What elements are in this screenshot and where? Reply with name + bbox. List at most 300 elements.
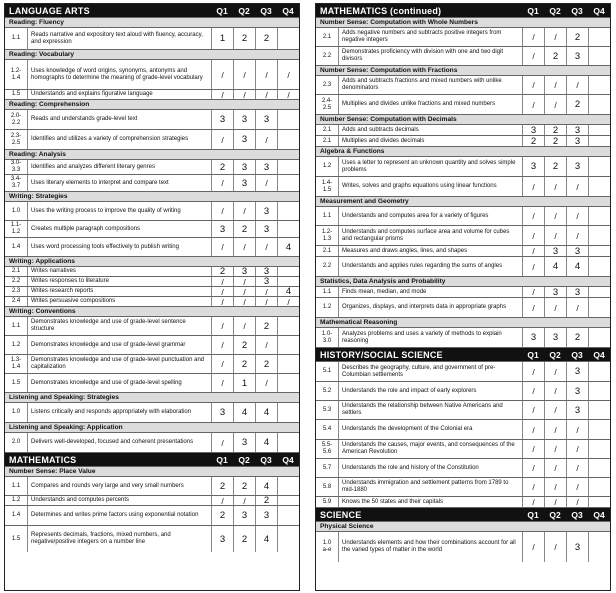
section-title: MATHEMATICS (continued): [320, 5, 442, 16]
grade-mark-q1: 3: [522, 157, 544, 176]
subsection-title: Number Sense: Computation with Decimals: [316, 115, 610, 125]
grade-mark-q2: /: [233, 238, 255, 256]
grade-mark-q1: /: [211, 90, 233, 99]
grade-mark-q1: 3: [211, 221, 233, 237]
standard-description: Writes responses to literature: [27, 277, 211, 286]
subsection-title: Physical Science: [316, 522, 610, 532]
subsection-title: Reading: Fluency: [5, 18, 299, 28]
grade-mark-q4: [277, 336, 299, 354]
grade-mark-q2: /: [544, 382, 566, 400]
standard-description: Writes research reports: [27, 287, 211, 296]
standard-row: [316, 157, 610, 177]
standard-description: Organizes, displays, and interprets data in appropriate graphs: [338, 298, 522, 317]
grade-mark-q4: [588, 497, 610, 507]
subsection-title: Writing: Strategies: [5, 192, 299, 202]
standard-description: Listens critically and responds appropriately with elaboration: [27, 403, 211, 422]
grade-mark-q2: /: [544, 226, 566, 245]
grade-mark-q1: /: [522, 47, 544, 65]
standard-row: [316, 207, 610, 226]
standard-code: 1.5: [11, 535, 21, 542]
standard-description: Demonstrates proficiency with division with one and two digit divisors: [338, 47, 522, 65]
standard-code: 5.5- 5.6: [321, 442, 333, 455]
grade-mark-q3: 3: [566, 287, 588, 297]
standard-code: 2.0- 2.2: [10, 112, 22, 126]
section-header-language-arts: [5, 4, 299, 18]
grade-mark-q4: [277, 277, 299, 286]
grade-mark-q3: 3: [255, 110, 277, 129]
grade-mark-q1: /: [522, 226, 544, 245]
section-title: HISTORY/SOCIAL SCIENCE: [320, 349, 443, 360]
standard-row: [316, 382, 610, 401]
standard-row: [5, 221, 299, 238]
subsection-title: Mathematical Reasoning: [316, 318, 610, 328]
grade-mark-q4: [588, 246, 610, 256]
grade-mark-q4: [277, 506, 299, 525]
standard-code: 2.1: [11, 268, 21, 274]
standard-code: 2.1: [322, 126, 332, 133]
standard-row: [316, 226, 610, 246]
grade-mark-q1: /: [211, 287, 233, 296]
quarter-label-4: Q4: [593, 349, 605, 360]
grade-mark-q2: /: [544, 362, 566, 381]
grade-mark-q2: /: [544, 298, 566, 317]
grade-mark-q4: [277, 130, 299, 149]
grade-mark-q3: /: [566, 207, 588, 225]
grade-mark-q3: 4: [255, 433, 277, 452]
grade-mark-q1: 3: [211, 110, 233, 129]
grade-mark-q1: /: [211, 238, 233, 256]
standard-row: [5, 267, 299, 277]
quarter-label-1: Q1: [527, 509, 539, 520]
standard-code: 1.2- 1.3: [321, 228, 333, 242]
grade-mark-q4: [588, 47, 610, 65]
grade-mark-q4: /: [277, 297, 299, 306]
standard-row: [316, 76, 610, 95]
grade-mark-q3: 3: [566, 246, 588, 256]
standard-description: Delivers well-developed, focused and coherent presentations: [27, 433, 211, 452]
grade-mark-q4: [588, 226, 610, 245]
grade-mark-q3: /: [255, 287, 277, 296]
grade-mark-q4: [277, 160, 299, 174]
grade-mark-q2: 4: [544, 257, 566, 276]
standard-description: Understands and computes area for a variety of figures: [338, 207, 522, 225]
standard-description: Demonstrates knowledge and use of grade-level spelling: [27, 374, 211, 392]
grade-mark-q4: [277, 496, 299, 505]
grade-mark-q4: [588, 125, 610, 135]
grade-mark-q3: /: [566, 298, 588, 317]
grade-mark-q2: 3: [233, 175, 255, 191]
grade-mark-q2: 1: [233, 374, 255, 392]
standard-code: 1.2: [11, 341, 21, 348]
quarter-label-3: Q3: [260, 454, 272, 465]
grade-mark-q1: /: [522, 95, 544, 114]
grade-mark-q1: 2: [522, 136, 544, 146]
grade-mark-q4: [588, 76, 610, 94]
grade-mark-q1: /: [522, 177, 544, 196]
standard-description: Writes narratives: [27, 267, 211, 276]
grade-mark-q3: /: [566, 440, 588, 458]
standard-code: 1.1: [11, 322, 21, 329]
grade-mark-q1: /: [211, 355, 233, 373]
quarter-label-2: Q2: [238, 5, 250, 16]
grade-mark-q3: 3: [566, 157, 588, 176]
grade-mark-q1: 3: [522, 328, 544, 347]
standard-code: 2.2: [322, 52, 332, 59]
grade-mark-q2: /: [544, 401, 566, 419]
grade-mark-q4: [588, 478, 610, 496]
standard-row: [5, 297, 299, 307]
standard-row: [5, 317, 299, 336]
grade-mark-q4: 4: [277, 238, 299, 256]
standard-description: Adds and subtracts fractions and mixed numbers with unlike denominators: [338, 76, 522, 94]
grade-mark-q2: /: [233, 297, 255, 306]
grade-mark-q1: /: [211, 130, 233, 149]
quarter-label-3: Q3: [571, 5, 583, 16]
standard-row: [5, 60, 299, 90]
grade-mark-q2: /: [544, 177, 566, 196]
grade-mark-q4: [277, 267, 299, 276]
standard-row: [316, 362, 610, 382]
grade-mark-q3: 4: [255, 403, 277, 422]
standard-code: 1.1: [322, 288, 332, 295]
grade-mark-q2: /: [544, 207, 566, 225]
standard-description: Understands immigration and settlement patterns from 1789 to mid-1880: [338, 478, 522, 496]
grade-mark-q3: 2: [566, 28, 588, 46]
grade-mark-q3: /: [566, 459, 588, 477]
subsection-title: Number Sense: Computation with Whole Numbers: [316, 18, 610, 28]
standard-row: [5, 28, 299, 50]
standard-code: 2.3: [11, 288, 21, 294]
standard-description: Understands the development of the Colonial era: [338, 420, 522, 439]
grade-mark-q4: [588, 28, 610, 46]
standard-row: [316, 328, 610, 348]
grade-mark-q3: 3: [566, 532, 588, 562]
standard-code: 2.2: [322, 263, 332, 269]
standard-row: [5, 477, 299, 496]
section-title: SCIENCE: [320, 509, 362, 520]
grade-mark-q1: 1: [211, 28, 233, 49]
grade-mark-q1: 2: [211, 160, 233, 174]
subsection-title: Writing: Applications: [5, 257, 299, 267]
standard-row: [316, 401, 610, 420]
standard-code: 2.3- 2.5: [10, 132, 22, 146]
grade-mark-q4: [588, 459, 610, 477]
grade-mark-q3: /: [566, 76, 588, 94]
standard-code: 2.1: [322, 247, 332, 254]
grade-mark-q2: /: [233, 317, 255, 335]
subsection-title: Measurement and Geometry: [316, 197, 610, 207]
grade-mark-q1: /: [522, 28, 544, 46]
grade-mark-q4: [277, 202, 299, 220]
grade-mark-q3: 3: [566, 136, 588, 146]
standard-row: [5, 160, 299, 175]
standard-description: Uses knowledge of word origins, synonyms, antonyms and homographs to determine the meaning of grade-level vocabulary: [27, 60, 211, 89]
standard-code: 2.0: [11, 439, 21, 445]
grade-mark-q3: /: [566, 177, 588, 196]
grade-mark-q1: /: [522, 532, 544, 562]
grade-mark-q3: /: [566, 226, 588, 245]
standard-description: Understands and computes percents: [27, 496, 211, 505]
standard-code: 1.3- 1.4: [10, 357, 22, 370]
section-header-mathematics-continued: [316, 4, 610, 18]
subsection-title: Number Sense: Computation with Fractions: [316, 66, 610, 76]
grade-mark-q4: [277, 28, 299, 49]
subsection-title: Reading: Analysis: [5, 150, 299, 160]
grade-mark-q4: [588, 401, 610, 419]
grade-mark-q3: /: [566, 497, 588, 507]
grade-mark-q1: /: [522, 401, 544, 419]
grade-mark-q2: 3: [544, 287, 566, 297]
grade-mark-q2: /: [544, 497, 566, 507]
grade-mark-q2: /: [233, 496, 255, 505]
standard-code: 5.1: [322, 368, 332, 374]
standard-code: 1.2: [322, 163, 332, 169]
standard-row: [316, 478, 610, 497]
grade-mark-q4: [588, 382, 610, 400]
grade-mark-q1: /: [522, 257, 544, 276]
grade-mark-q1: 2: [211, 267, 233, 276]
grade-mark-q2: 3: [544, 328, 566, 347]
standard-code: 1.0- 3.0: [321, 330, 333, 344]
grade-mark-q4: [588, 362, 610, 381]
standard-code: 1.1: [322, 212, 332, 219]
standard-code: 1.2: [322, 304, 332, 310]
grade-mark-q2: 3: [233, 433, 255, 452]
standard-code: 2.3: [322, 81, 332, 88]
grade-mark-q3: 2: [255, 496, 277, 505]
standard-description: Finds mean, median, and mode: [338, 287, 522, 297]
standard-row: [5, 175, 299, 192]
standard-row: [5, 90, 299, 100]
grade-mark-q3: /: [255, 175, 277, 191]
grade-mark-q4: [277, 355, 299, 373]
grade-mark-q1: 3: [211, 403, 233, 422]
standard-description: Knows the 50 states and their capitals: [338, 497, 522, 507]
grade-mark-q1: /: [522, 478, 544, 496]
section-title: LANGUAGE ARTS: [9, 5, 90, 16]
standard-row: [316, 287, 610, 298]
standard-description: Uses literary elements to interpret and compare text: [27, 175, 211, 191]
standard-description: Understands elements and how their combinations account for all the varied types of matter in the world: [338, 532, 522, 562]
left-column: [4, 3, 300, 591]
grade-mark-q3: /: [566, 478, 588, 496]
grade-mark-q1: /: [522, 287, 544, 297]
grade-mark-q3: /: [255, 238, 277, 256]
standard-code: 1.1: [11, 35, 21, 41]
subsection-title: Statistics, Data Analysis and Probability: [316, 277, 610, 287]
grade-mark-q3: 3: [255, 221, 277, 237]
quarter-label-1: Q1: [527, 5, 539, 16]
standard-description: Multiplies and divides unlike fractions and mixed numbers: [338, 95, 522, 114]
standard-row: [316, 459, 610, 478]
grade-mark-q2: /: [544, 28, 566, 46]
grade-mark-q1: /: [211, 317, 233, 335]
standard-description: Uses the writing process to improve the quality of writing: [27, 202, 211, 220]
grade-mark-q2: /: [544, 95, 566, 114]
quarter-label-4: Q4: [282, 454, 294, 465]
standard-row: [5, 496, 299, 506]
grade-mark-q4: [277, 526, 299, 552]
standard-row: [316, 125, 610, 136]
standard-code: 5.2: [322, 387, 332, 394]
quarter-label-3: Q3: [571, 509, 583, 520]
grade-mark-q3: 3: [255, 267, 277, 276]
standard-description: Uses word processing tools effectively to publish writing: [27, 238, 211, 256]
grade-mark-q4: [277, 110, 299, 129]
quarter-label-4: Q4: [593, 5, 605, 16]
standard-row: [5, 202, 299, 221]
grade-mark-q2: 3: [233, 160, 255, 174]
quarter-label-4: Q4: [593, 509, 605, 520]
section-title: MATHEMATICS: [9, 454, 77, 465]
grade-mark-q3: /: [255, 374, 277, 392]
standard-row: [5, 374, 299, 393]
grade-mark-q1: 2: [211, 506, 233, 525]
standard-code: 1.2- 1.4: [10, 67, 22, 81]
standard-row: [5, 355, 299, 374]
standard-code: 1.0: [11, 207, 21, 214]
standard-row: [5, 238, 299, 257]
standard-row: [5, 277, 299, 287]
standard-description: Uses a letter to represent an unknown quantity and solves simple problems: [338, 157, 522, 176]
grade-mark-q1: 3: [211, 526, 233, 552]
grade-mark-q4: [277, 403, 299, 422]
standard-code: 5.3: [322, 406, 332, 413]
grade-mark-q4: [588, 440, 610, 458]
standard-row: [5, 336, 299, 355]
right-column: [315, 3, 611, 591]
section-header-science: [316, 508, 610, 522]
grade-mark-q2: 3: [233, 267, 255, 276]
subsection-title: Listening and Speaking: Application: [5, 423, 299, 433]
standard-description: Writes persuasive compositions: [27, 297, 211, 306]
grade-mark-q3: 3: [255, 160, 277, 174]
grade-mark-q4: [588, 207, 610, 225]
grade-mark-q1: /: [211, 202, 233, 220]
grade-mark-q4: [277, 374, 299, 392]
grade-mark-q1: 3: [522, 125, 544, 135]
quarter-label-2: Q2: [238, 454, 250, 465]
standard-row: [5, 130, 299, 150]
grade-mark-q1: /: [522, 440, 544, 458]
grade-mark-q1: /: [522, 76, 544, 94]
grade-mark-q2: /: [233, 277, 255, 286]
grade-mark-q2: 3: [233, 130, 255, 149]
grade-mark-q4: [588, 257, 610, 276]
standard-code: 2.4- 2.5: [321, 97, 333, 111]
quarter-label-1: Q1: [216, 5, 228, 16]
grade-mark-q3: 3: [566, 47, 588, 65]
standard-code: 2.2: [11, 278, 21, 284]
standard-row: [316, 298, 610, 318]
grade-mark-q1: /: [522, 420, 544, 439]
grade-mark-q4: 4: [277, 287, 299, 296]
standard-row: [316, 420, 610, 440]
grade-mark-q4: /: [277, 60, 299, 89]
standard-code: 1.4: [11, 243, 21, 250]
grade-mark-q2: 2: [233, 526, 255, 552]
grade-mark-q3: 2: [566, 328, 588, 347]
grade-mark-q4: [588, 298, 610, 317]
standard-row: [5, 433, 299, 453]
standard-row: [316, 47, 610, 66]
grade-mark-q3: 4: [255, 526, 277, 552]
grade-mark-q4: /: [277, 90, 299, 99]
section-header-mathematics: [5, 453, 299, 467]
standard-description: Represents decimals, fractions, mixed numbers, and negative/positive integers on a number line: [27, 526, 211, 552]
grade-mark-q1: /: [211, 175, 233, 191]
grade-mark-q2: 3: [233, 110, 255, 129]
grade-mark-q4: [588, 136, 610, 146]
grade-mark-q3: /: [255, 90, 277, 99]
standard-code: 1.1: [11, 482, 21, 489]
grade-mark-q4: [277, 317, 299, 335]
standard-description: Multiplies and divides decimals: [338, 136, 522, 146]
standard-row: [316, 177, 610, 197]
grade-mark-q3: 4: [566, 257, 588, 276]
grade-mark-q2: 4: [233, 403, 255, 422]
standard-code: 5.9: [322, 498, 332, 505]
standard-code: 5.8: [322, 483, 332, 490]
grade-mark-q1: /: [211, 297, 233, 306]
subsection-title: Listening and Speaking: Strategies: [5, 393, 299, 403]
grade-mark-q2: 2: [233, 355, 255, 373]
quarter-label-2: Q2: [549, 509, 561, 520]
standard-description: Identifies and analyzes different literary genres: [27, 160, 211, 174]
quarter-label-3: Q3: [571, 349, 583, 360]
grade-mark-q2: 3: [233, 506, 255, 525]
grade-mark-q1: /: [522, 459, 544, 477]
grade-mark-q2: 2: [544, 157, 566, 176]
standard-description: Reads and understands grade-level text: [27, 110, 211, 129]
standard-code: 5.7: [322, 464, 332, 471]
grade-mark-q1: /: [211, 433, 233, 452]
grade-mark-q3: 2: [255, 28, 277, 49]
grade-mark-q2: /: [233, 90, 255, 99]
grade-mark-q3: /: [255, 336, 277, 354]
standard-row: [316, 28, 610, 47]
grade-mark-q3: 3: [566, 125, 588, 135]
grade-mark-q1: /: [522, 497, 544, 507]
grade-mark-q3: 2: [255, 355, 277, 373]
standard-code: 1.1- 1.2: [10, 222, 22, 235]
grade-mark-q4: [588, 532, 610, 562]
grade-mark-q4: [588, 95, 610, 114]
standard-code: 5.4: [322, 426, 332, 432]
grade-mark-q2: /: [233, 287, 255, 296]
standard-row: [5, 506, 299, 526]
standard-code: 1.5: [11, 379, 21, 386]
grade-mark-q2: /: [233, 60, 255, 89]
standard-description: Describes the geography, culture, and government of pre-Columbian settlements: [338, 362, 522, 381]
subsection-title: Reading: Comprehension: [5, 100, 299, 110]
subsection-title: Number Sense: Place Value: [5, 467, 299, 477]
grade-mark-q2: /: [233, 202, 255, 220]
grade-mark-q2: /: [544, 459, 566, 477]
standard-description: Understands and computes surface area and volume for cubes and rectangular prisms: [338, 226, 522, 245]
grade-mark-q4: [277, 221, 299, 237]
standard-description: Understands the role and history of the Constitution: [338, 459, 522, 477]
grade-mark-q1: /: [211, 60, 233, 89]
standard-row: [5, 526, 299, 552]
standard-code: 2.1: [322, 137, 332, 144]
subsection-title: Reading: Vocabulary: [5, 50, 299, 60]
standard-code: 1.4: [11, 512, 21, 518]
grade-mark-q2: 2: [233, 336, 255, 354]
standard-description: Demonstrates knowledge and use of grade-level grammar: [27, 336, 211, 354]
grade-mark-q4: [277, 477, 299, 495]
standard-code: 1.0 a-e: [322, 540, 332, 553]
